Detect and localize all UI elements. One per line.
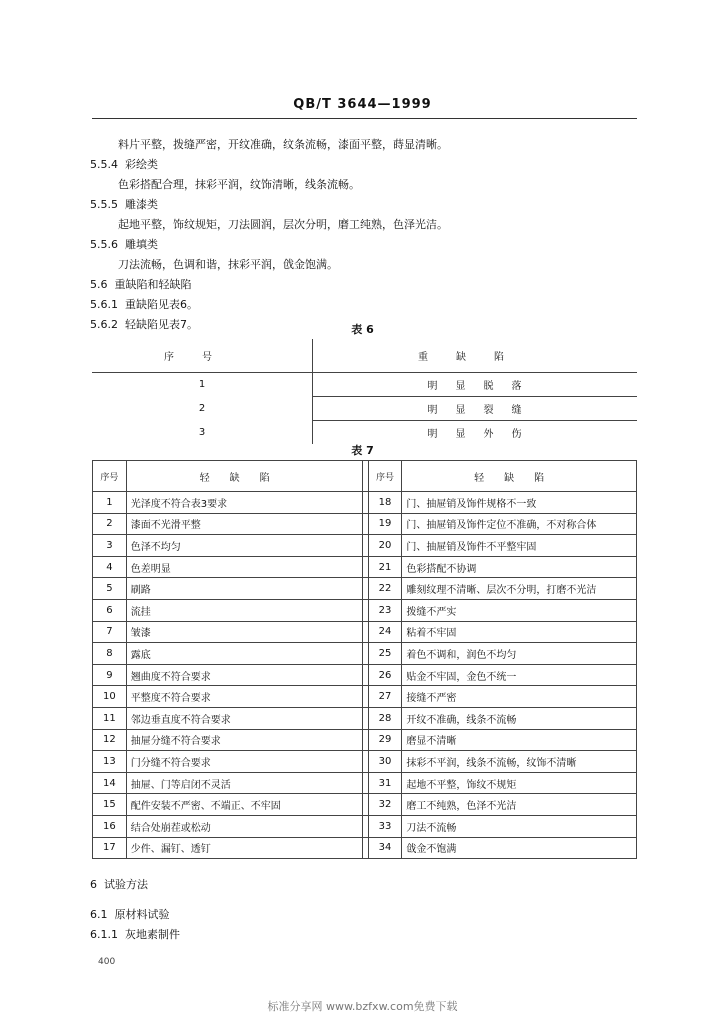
cell-left-no: 12: [93, 729, 127, 751]
header-serial-no: 序号: [93, 461, 127, 492]
cell-right-defect: 门、抽屉销及饰件定位不准确，不对称合体: [402, 513, 637, 535]
cell-left-defect: 门分缝不符合要求: [126, 751, 363, 773]
section-heading-6: 6 试验方法: [90, 878, 148, 891]
cell-left-no: 15: [93, 794, 127, 816]
table-row: [93, 707, 637, 729]
cell-left-no: 11: [93, 707, 127, 729]
cell-left-no: 3: [93, 535, 127, 557]
table-row: [92, 421, 637, 445]
cell-right-no: 32: [368, 794, 402, 816]
cell-left-no: 10: [93, 686, 127, 708]
cell-right-defect: 开纹不准确，线条不流畅: [402, 707, 637, 729]
page-number: 400: [98, 957, 116, 967]
cell-left-no: 7: [93, 621, 127, 643]
cell-right-no: 25: [368, 643, 402, 665]
cell-left-no: 8: [93, 643, 127, 665]
cell-right-no: 22: [368, 578, 402, 600]
cell-left-no: 9: [93, 664, 127, 686]
cell-left-no: 1: [93, 492, 127, 514]
cell-right-defect: 色彩搭配不协调: [402, 556, 637, 578]
cell-right-defect: 门、抽屉销及饰件不平整牢固: [402, 535, 637, 557]
cell-right-no: 34: [368, 837, 402, 859]
cell-left-defect: 皱漆: [126, 621, 363, 643]
table-row: [93, 751, 637, 773]
paragraph-line: 料片平整，拨缝严密，开纹准确，纹条流畅，漆面平整，蒔显清晰。: [118, 138, 448, 151]
cell-defect: 明显裂缝: [313, 397, 638, 421]
section-heading-6-1-1: 6.1.1 灰地素制件: [90, 928, 180, 941]
cell-left-defect: 光泽度不符合表3要求: [126, 492, 363, 514]
cell-left-defect: 色泽不均匀: [126, 535, 363, 557]
cell-right-defect: 粘着不牢固: [402, 621, 637, 643]
table-row: [93, 794, 637, 816]
cell-right-defect: 抹彩不平润，线条不流畅，纹饰不清晰: [402, 751, 637, 773]
section-heading-5-5-6: 5.5.6 雕填类: [90, 238, 158, 251]
cell-right-defect: 雕刻纹理不清晰、层次不分明，打磨不光洁: [402, 578, 637, 600]
cell-defect: 明显脱落: [313, 373, 638, 397]
header-serial-no: 序号: [368, 461, 402, 492]
table6-caption: 表 6: [351, 323, 374, 336]
table-row: [93, 729, 637, 751]
section-heading-5-6-2: 5.6.2 轻缺陷见表7。: [90, 318, 198, 331]
table-row: [93, 599, 637, 621]
cell-right-defect: 接缝不严密: [402, 686, 637, 708]
cell-left-defect: 抽屉分缝不符合要求: [126, 729, 363, 751]
cell-right-defect: 磨显不清晰: [402, 729, 637, 751]
cell-left-defect: 漆面不光滑平整: [126, 513, 363, 535]
cell-right-no: 27: [368, 686, 402, 708]
cell-left-defect: 邻边垂直度不符合要求: [126, 707, 363, 729]
table-row: [93, 492, 637, 514]
cell-right-no: 19: [368, 513, 402, 535]
table-row: [93, 837, 637, 859]
cell-left-defect: 色差明显: [126, 556, 363, 578]
cell-left-defect: 结合处崩茬或松动: [126, 815, 363, 837]
cell-left-no: 14: [93, 772, 127, 794]
cell-right-no: 18: [368, 492, 402, 514]
standard-code-header: QB/T 3644—1999: [293, 97, 432, 112]
section-heading-6-1: 6.1 原材料试验: [90, 908, 170, 921]
paragraph-line: 色彩搭配合理，抹彩平润，纹饰清晰，线条流畅。: [118, 178, 360, 191]
table-row: [93, 643, 637, 665]
cell-left-no: 2: [93, 513, 127, 535]
cell-no: 1: [92, 373, 313, 397]
cell-right-no: 21: [368, 556, 402, 578]
section-heading-5-6: 5.6 重缺陷和轻缺陷: [90, 278, 192, 291]
cell-left-no: 17: [93, 837, 127, 859]
header-minor-defect: 轻缺陷: [402, 461, 637, 492]
footer-watermark: 标准分享网 www.bzfxw.com免费下载: [267, 1000, 458, 1013]
header-serial-no: 序号: [92, 339, 313, 373]
cell-right-no: 29: [368, 729, 402, 751]
cell-right-defect: 门、抽屉销及饰件规格不一致: [402, 492, 637, 514]
cell-right-defect: 刀法不流畅: [402, 815, 637, 837]
cell-right-no: 23: [368, 599, 402, 621]
cell-left-no: 13: [93, 751, 127, 773]
cell-left-defect: 刷路: [126, 578, 363, 600]
table-row: [93, 535, 637, 557]
cell-no: 2: [92, 397, 313, 421]
table-row: [93, 513, 637, 535]
cell-right-defect: 起地不平整，饰纹不规矩: [402, 772, 637, 794]
cell-right-no: 33: [368, 815, 402, 837]
paragraph-line: 刀法流畅，色调和谐，抹彩平润，戗金饱满。: [118, 258, 338, 271]
table-header-row: [92, 339, 637, 373]
cell-right-no: 30: [368, 751, 402, 773]
cell-left-no: 4: [93, 556, 127, 578]
table-header-row: [93, 461, 637, 492]
cell-left-defect: 抽屉、门等启闭不灵活: [126, 772, 363, 794]
cell-left-defect: 露底: [126, 643, 363, 665]
section-heading-5-6-1: 5.6.1 重缺陷见表6。: [90, 298, 198, 311]
cell-left-no: 6: [93, 599, 127, 621]
cell-left-defect: 少件、漏钉、透钉: [126, 837, 363, 859]
cell-right-defect: 拨缝不严实: [402, 599, 637, 621]
cell-no: 3: [92, 421, 313, 445]
table-row: [93, 556, 637, 578]
cell-left-no: 16: [93, 815, 127, 837]
cell-right-no: 24: [368, 621, 402, 643]
cell-left-no: 5: [93, 578, 127, 600]
cell-defect: 明显外伤: [427, 429, 540, 440]
table-row: [93, 815, 637, 837]
cell-right-no: 28: [368, 707, 402, 729]
cell-left-defect: 翘曲度不符合要求: [126, 664, 363, 686]
table6-major-defects: [92, 339, 637, 444]
header-minor-defect: 轻缺陷: [126, 461, 363, 492]
table7-caption: 表 7: [351, 444, 374, 457]
table-row: [93, 621, 637, 643]
cell-left-defect: 平整度不符合要求: [126, 686, 363, 708]
header-rule: [92, 118, 637, 119]
table7-minor-defects: [92, 460, 637, 859]
cell-right-no: 31: [368, 772, 402, 794]
table-row: [93, 664, 637, 686]
table-row: [93, 686, 637, 708]
header-major-defect: 重缺陷: [313, 339, 638, 373]
section-heading-5-5-5: 5.5.5 雕漆类: [90, 198, 158, 211]
cell-right-defect: 着色不调和，润色不均匀: [402, 643, 637, 665]
section-heading-5-5-4: 5.5.4 彩绘类: [90, 158, 158, 171]
table-row: [92, 373, 637, 397]
paragraph-line: 起地平整，饰纹规矩，刀法圆润，层次分明，磨工纯熟，色泽光洁。: [118, 218, 448, 231]
cell-right-no: 20: [368, 535, 402, 557]
table-row: [92, 397, 637, 421]
table-row: [93, 772, 637, 794]
table-row: [93, 578, 637, 600]
cell-right-defect: 戗金不饱满: [402, 837, 637, 859]
cell-left-defect: 配件安装不严密、不端正、不牢固: [126, 794, 363, 816]
cell-right-no: 26: [368, 664, 402, 686]
cell-left-defect: 流挂: [126, 599, 363, 621]
cell-right-defect: 贴金不牢固，金色不统一: [402, 664, 637, 686]
cell-right-defect: 磨工不纯熟，色泽不光洁: [402, 794, 637, 816]
